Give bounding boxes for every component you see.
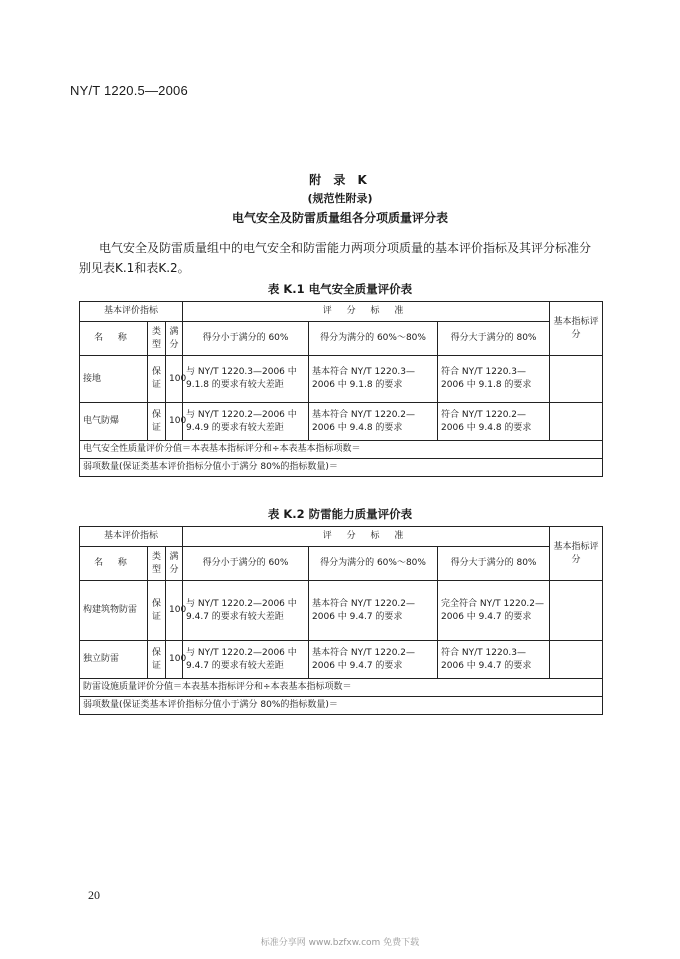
row-type: 保证 [148, 356, 166, 403]
watermark: 标准分享网 www.bzfxw.com 免费下载 [260, 938, 420, 948]
row-full: 100 [166, 641, 183, 679]
header-high: 得分大于满分的 80% [438, 322, 550, 356]
row-score [550, 356, 603, 403]
header-criteria: 评 分 标 准 [183, 302, 550, 322]
row-mid: 基本符合 NY/T 1220.2—2006 中 9.4.7 的要求 [309, 581, 438, 641]
table-footer-row [80, 697, 603, 715]
table2-caption: 表 K.2 防雷能力质量评价表 [267, 507, 413, 521]
header-type: 类型 [148, 322, 166, 356]
header-high: 得分大于满分的 80% [438, 547, 550, 581]
standard-code-header: NY/T 1220.5—2006 [70, 83, 188, 98]
row-type: 保证 [148, 641, 166, 679]
row-type: 保证 [148, 581, 166, 641]
intro-paragraph: 电气安全及防雷质量组中的电气安全和防雷能力两项分项质量的基本评价指标及其评分标准分别见表K.1和表K.2。 [79, 241, 592, 275]
row-low: 与 NY/T 1220.2—2006 中 9.4.9 的要求有较大差距 [183, 403, 309, 441]
row-name: 电气防爆 [80, 403, 148, 441]
header-basic: 基本评价指标 [80, 302, 183, 322]
header-basic: 基本评价指标 [80, 527, 183, 547]
footer-weak-count: 弱项数量(保证类基本评价指标分值小于满分 80%的指标数量)＝ [80, 459, 603, 477]
table-header-row [80, 322, 603, 356]
footer-quality-score: 防雷设施质量评价分值＝本表基本指标评分和÷本表基本指标项数＝ [80, 679, 603, 697]
row-mid: 基本符合 NY/T 1220.2—2006 中 9.4.8 的要求 [309, 403, 438, 441]
table-footer-row [80, 459, 603, 477]
row-score [550, 581, 603, 641]
table-header-row [80, 302, 603, 322]
appendix-type: (规范性附录) [307, 192, 373, 205]
row-type: 保证 [148, 403, 166, 441]
row-low: 与 NY/T 1220.2—2006 中 9.4.7 的要求有较大差距 [183, 581, 309, 641]
row-mid: 基本符合 NY/T 1220.3—2006 中 9.1.8 的要求 [309, 356, 438, 403]
row-score [550, 641, 603, 679]
table-header-row [80, 527, 603, 547]
appendix-title: 附 录 K [309, 173, 371, 187]
row-full: 100 [166, 581, 183, 641]
row-name: 接地 [80, 356, 148, 403]
table1-caption: 表 K.1 电气安全质量评价表 [267, 282, 413, 296]
row-high: 符合 NY/T 1220.3—2006 中 9.4.7 的要求 [438, 641, 550, 679]
table-header-row [80, 547, 603, 581]
row-mid: 基本符合 NY/T 1220.2—2006 中 9.4.7 的要求 [309, 641, 438, 679]
header-mid: 得分为满分的 60%～80% [309, 322, 438, 356]
table-footer-row [80, 679, 603, 697]
row-high: 完全符合 NY/T 1220.2—2006 中 9.4.7 的要求 [438, 581, 550, 641]
header-low: 得分小于满分的 60% [183, 322, 309, 356]
header-name: 名 称 [80, 322, 148, 356]
table-row [80, 641, 603, 679]
appendix-heading: 电气安全及防雷质量组各分项质量评分表 [231, 211, 448, 225]
row-high: 符合 NY/T 1220.3—2006 中 9.1.8 的要求 [438, 356, 550, 403]
header-name: 名 称 [80, 547, 148, 581]
header-full: 满分 [166, 547, 183, 581]
row-low: 与 NY/T 1220.2—2006 中 9.4.7 的要求有较大差距 [183, 641, 309, 679]
header-mid: 得分为满分的 60%～80% [309, 547, 438, 581]
row-name: 构建筑物防雷 [80, 581, 148, 641]
row-name: 独立防雷 [80, 641, 148, 679]
row-high: 符合 NY/T 1220.2—2006 中 9.4.8 的要求 [438, 403, 550, 441]
header-criteria: 评 分 标 准 [183, 527, 550, 547]
row-score [550, 403, 603, 441]
footer-quality-score: 电气安全性质量评价分值＝本表基本指标评分和÷本表基本指标项数＝ [80, 441, 603, 459]
table-row [80, 581, 603, 641]
table-footer-row [80, 441, 603, 459]
header-full: 满分 [166, 322, 183, 356]
table2 [79, 526, 603, 715]
row-low: 与 NY/T 1220.3—2006 中 9.1.8 的要求有较大差距 [183, 356, 309, 403]
header-type: 类型 [148, 547, 166, 581]
header-score: 基本指标评分 [550, 527, 603, 581]
page-number: 20 [88, 888, 100, 902]
table-row [80, 403, 603, 441]
header-low: 得分小于满分的 60% [183, 547, 309, 581]
table1 [79, 301, 603, 477]
table-row [80, 356, 603, 403]
row-full: 100 [166, 356, 183, 403]
row-full: 100 [166, 403, 183, 441]
header-score: 基本指标评分 [550, 302, 603, 356]
footer-weak-count: 弱项数量(保证类基本评价指标分值小于满分 80%的指标数量)＝ [80, 697, 603, 715]
